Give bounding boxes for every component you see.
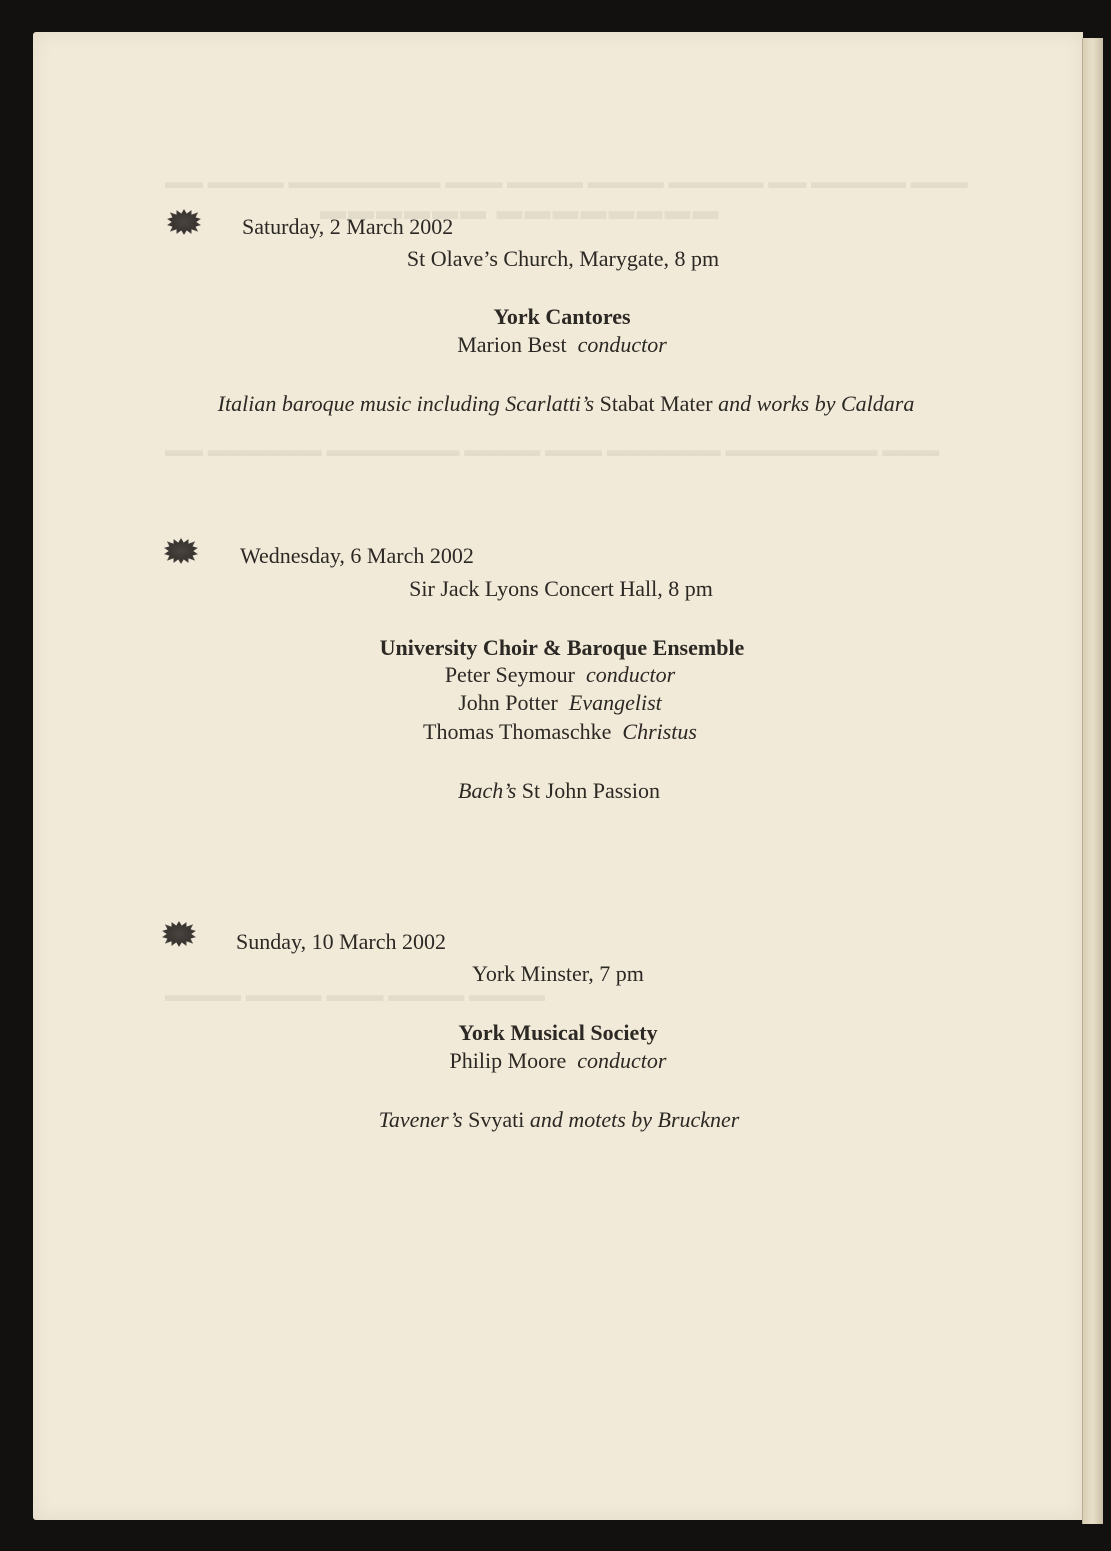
programme-text: Bach’s (458, 778, 517, 803)
credit-line (423, 719, 697, 745)
performer-name: University Choir & Baroque Ensemble (379, 635, 745, 660)
credit-name: John Potter (458, 690, 558, 715)
show-through: ▬▬ ▬▬▬▬ ▬▬▬▬▬▬▬▬ ▬▬▬ ▬▬▬▬ ▬▬▬▬ ▬▬▬▬▬ ▬▬ ▬▬▬▬▬ ▬▬▬ (165, 172, 968, 193)
programme-text: Italian baroque music including Scarlatti’s (217, 391, 595, 416)
credit-line (450, 1048, 667, 1074)
credit-name: Philip Moore (449, 1048, 567, 1073)
concert-date: Saturday, 2 March 2002 (242, 214, 454, 239)
concert-date: Wednesday, 6 March 2002 (240, 543, 474, 568)
programme-work: Svyati (468, 1107, 525, 1132)
credit-line (445, 662, 675, 688)
programme-work: St John Passion (521, 778, 660, 803)
credit-role: Evangelist (568, 690, 662, 715)
credit-line (458, 690, 662, 716)
programme-line (458, 778, 660, 804)
credit-name: Peter Seymour (444, 662, 575, 687)
programme-work: Stabat Mater (599, 391, 713, 416)
concert-venue: York Minster, 7 pm (472, 961, 644, 986)
credit-line (457, 332, 667, 358)
credit-role: conductor (577, 332, 667, 357)
credit-role: conductor (585, 662, 676, 687)
performer-name: York Cantores (493, 304, 631, 329)
credit-role: conductor (577, 1048, 667, 1073)
credit-name: Thomas Thomaschke (423, 719, 612, 744)
programme-text: and works by Caldara (718, 391, 915, 416)
programme-line (379, 1107, 740, 1133)
page-edge (1082, 38, 1103, 1524)
show-through: ▬▬ ▬▬▬▬▬▬ ▬▬▬▬▬▬▬ ▬▬▬▬ ▬▬▬ ▬▬▬▬▬▬ ▬▬▬▬▬▬▬▬ ▬▬▬ (165, 440, 940, 461)
show-through: ▬▬▬▬▬▬ ▬▬▬▬▬▬▬▬ (320, 196, 721, 225)
performer-name: York Musical Society (458, 1020, 658, 1045)
programme-text: Tavener’s (378, 1107, 463, 1132)
concert-date: Sunday, 10 March 2002 (236, 929, 446, 954)
credit-name: Marion Best (457, 332, 567, 357)
credit-role: Christus (622, 719, 697, 744)
concert-venue: Sir Jack Lyons Concert Hall, 8 pm (409, 576, 713, 601)
show-through: ▬▬▬▬ ▬▬▬▬ ▬▬▬ ▬▬▬▬ ▬▬▬▬ (165, 985, 545, 1006)
concert-venue: St Olave’s Church, Marygate, 8 pm (406, 246, 720, 271)
programme-line (218, 391, 915, 417)
programme-text: and motets by Bruckner (529, 1107, 740, 1132)
